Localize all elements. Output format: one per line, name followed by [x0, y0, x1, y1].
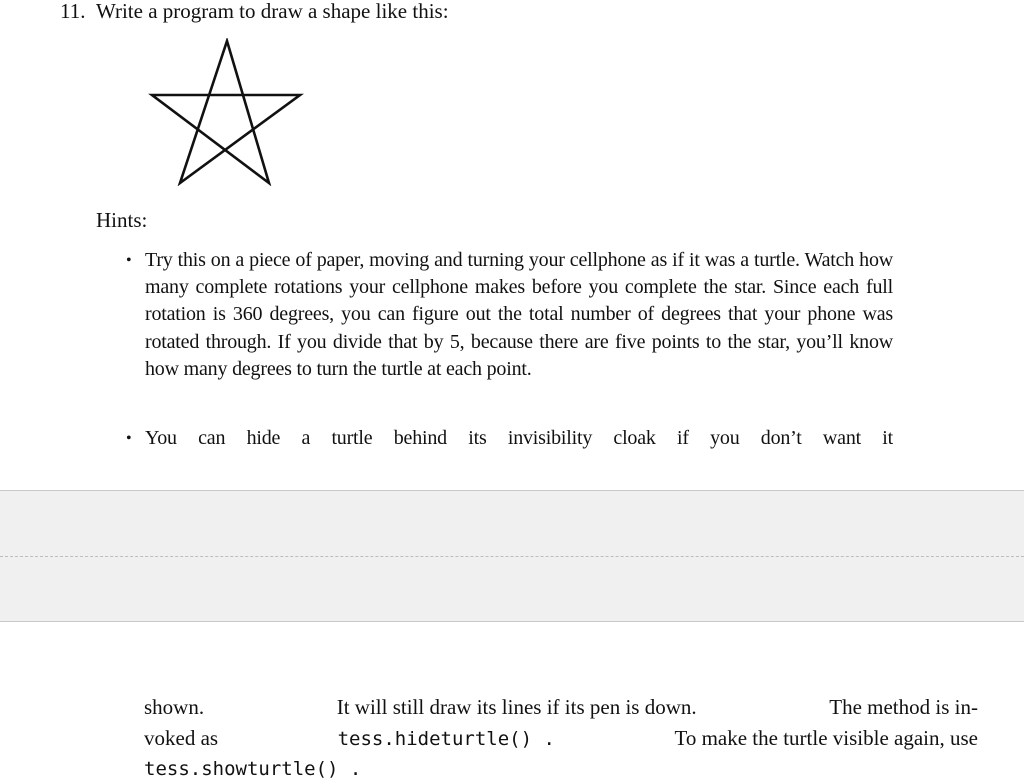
exercise-number: 11.: [60, 0, 86, 23]
code-showturtle: tess.showturtle() .: [144, 758, 362, 780]
hints-heading: Hints:: [96, 208, 148, 232]
bullet-marker: •: [126, 430, 132, 447]
text-segment: To make the turtle visible again, use: [674, 726, 978, 750]
hint-item: You can hide a turtle behind its invisibility cloak if you don’t want it: [145, 427, 893, 449]
hint-continuation: [144, 692, 978, 781]
hint-item: Try this on a piece of paper, moving and turning your cellphone as if it was a turtle. Watch how many complete rotations your cellphone makes before you complete the star. Since each full rotation is 360 degrees, you can figure out the total number of degrees that your phone was rotated through. If you divide that by 5, because there are five points to the star, you’ll know how many degrees to turn the turtle at each point.: [145, 249, 893, 380]
five-pointed-star-icon: [148, 38, 304, 186]
text-line: [144, 692, 978, 723]
page-break-gap: [0, 490, 1024, 622]
text-segment: voked as: [144, 726, 219, 750]
code-hideturtle: tess.hideturtle() .: [337, 728, 555, 750]
bullet-marker: •: [126, 252, 132, 269]
text-segment: The method is in-: [829, 695, 978, 719]
document-page-bottom: [0, 622, 1024, 781]
text-line: [144, 754, 978, 781]
text-segment: It will still draw its lines if its pen is down.: [336, 695, 697, 719]
text-segment: shown.: [144, 695, 205, 719]
exercise-prompt: Write a program to draw a shape like this:: [96, 0, 449, 23]
text-line: [144, 723, 978, 754]
exercise-heading: [60, 0, 449, 24]
page-break-divider: [0, 556, 1024, 557]
